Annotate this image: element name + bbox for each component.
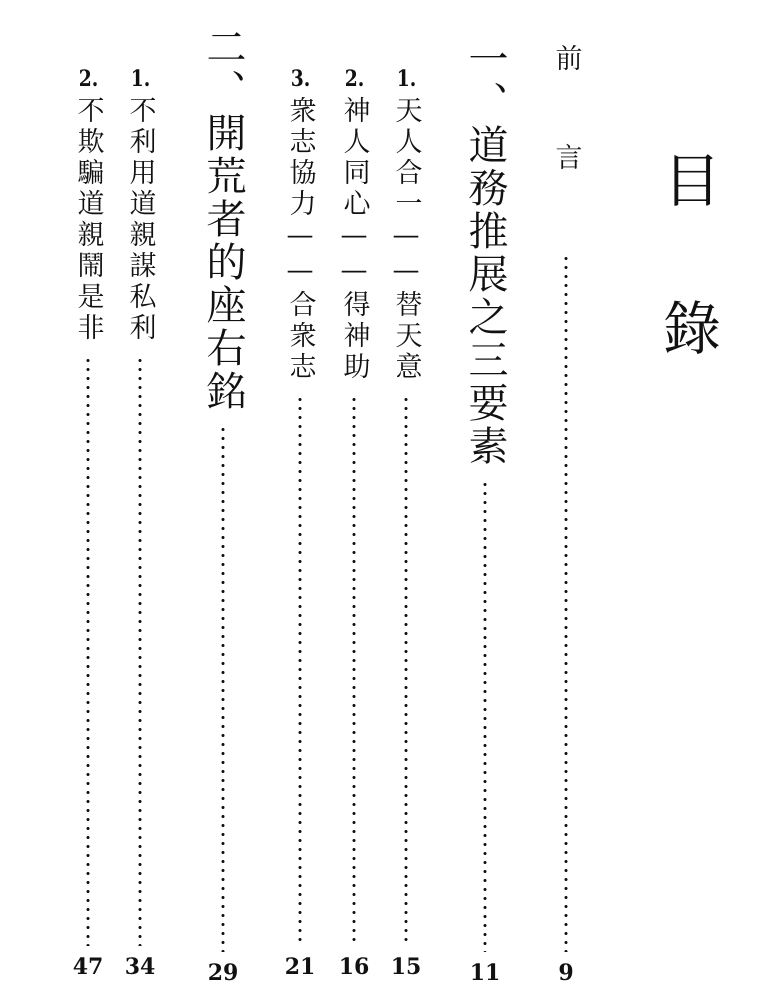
toc-entry-1-1 xyxy=(386,68,426,978)
toc-entry-preface xyxy=(548,44,584,984)
page-title: 目錄 xyxy=(653,150,721,446)
dot-leader xyxy=(138,356,142,946)
dot-leader xyxy=(483,480,487,952)
entry-title: 神人同心——得神助 xyxy=(338,96,370,383)
entry-page-number: 29 xyxy=(207,960,239,986)
entry-page-number: 11 xyxy=(469,960,501,986)
entry-number: 1. xyxy=(130,66,150,92)
entry-number: 2. xyxy=(344,66,364,92)
entry-title: 不欺騙道親鬧是非 xyxy=(72,96,104,344)
toc-entry-2-1 xyxy=(120,68,160,978)
toc-entry-section-2 xyxy=(198,26,248,984)
toc-entry-1-3 xyxy=(280,68,320,978)
entry-title: 前言 xyxy=(550,44,582,242)
dot-leader xyxy=(298,395,302,946)
entry-title: 二、開荒者的座右銘 xyxy=(200,26,246,413)
entry-page-number: 34 xyxy=(124,954,156,980)
entry-title: 一、道務推展之三要素 xyxy=(462,38,508,468)
dot-leader xyxy=(221,425,225,952)
entry-number: 1. xyxy=(396,66,416,92)
entry-number: 2. xyxy=(78,66,98,92)
dot-leader xyxy=(564,254,568,952)
entry-page-number: 9 xyxy=(558,960,574,986)
entry-number: 3. xyxy=(290,66,310,92)
entry-title: 衆志協力——合衆志 xyxy=(284,96,316,383)
entry-title: 不利用道親謀私利 xyxy=(124,96,156,344)
entry-page-number: 15 xyxy=(390,954,422,980)
entry-page-number: 47 xyxy=(72,954,104,980)
dot-leader xyxy=(86,356,90,946)
entry-page-number: 16 xyxy=(338,954,370,980)
dot-leader xyxy=(404,395,408,946)
toc-entry-1-2 xyxy=(334,68,374,978)
dot-leader xyxy=(352,395,356,946)
entry-page-number: 21 xyxy=(284,954,316,980)
toc-entry-2-2 xyxy=(68,68,108,978)
entry-title: 天人合一——替天意 xyxy=(390,96,422,383)
toc-entry-section-1 xyxy=(460,38,510,984)
